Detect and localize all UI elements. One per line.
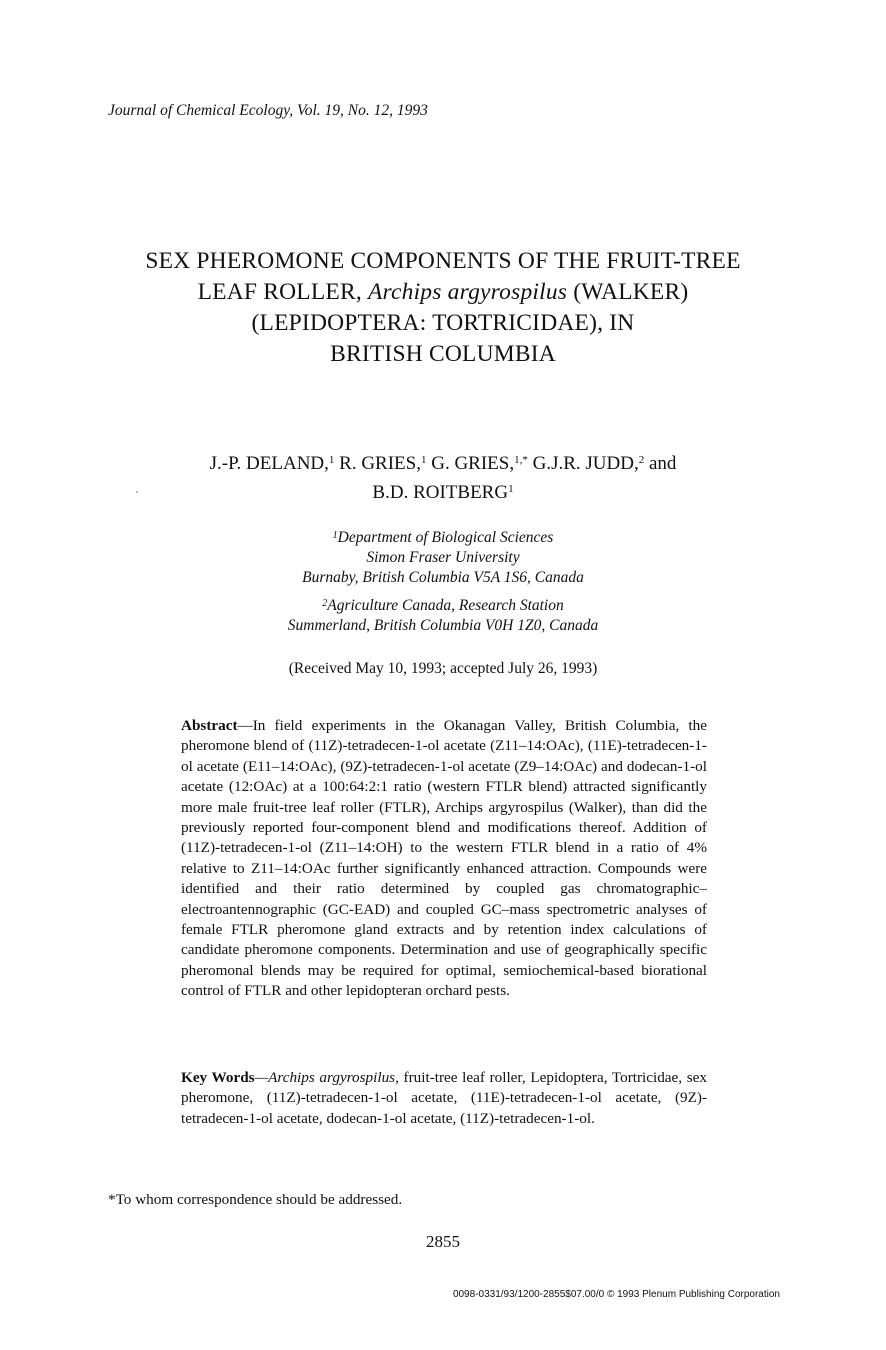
affiliation-2 — [100, 596, 786, 636]
title-species: Archips argyrospilus — [367, 279, 568, 305]
title-line-2 — [80, 277, 806, 308]
title-line-3: (LEPIDOPTERA: TORTRICIDAE), IN — [251, 310, 635, 336]
author-list — [60, 449, 826, 507]
title-text: (WALKER) — [567, 279, 689, 305]
author-conjunction: and — [644, 453, 677, 474]
correspondence-footnote: *To whom correspondence should be addressed. — [108, 1191, 403, 1208]
author-affiliation-mark: 1 — [420, 454, 427, 466]
abstract-text: —In field experiments in the Okanagan Valley, British Columbia, the pheromone blend of (11Z)-tetradecen-1-ol acetate (Z11–14:OAc), (11E)-tetradecen-1-ol acetate (E11–14:OAc), (9Z)-tetradecen-1-ol acetate (Z9–14:OAc) and dodecan-1-ol acetate (12:OAc) at a 100:64:2:1 ratio (western FTLR blend) attracted significantly more male fruit-tree leaf roller (FTLR), Archips argyrospilus (Walker), than did the previously reported four-component blend and modifications thereof. Addition of (11Z)-tetradecen-1-ol (Z11–14:OH) to the western FTLR blend in a ratio of 4% relative to Z11–14:OAc further significantly enhanced attraction. Compounds were identified and their ratio determined by coupled gas chromatographic–electroantennographic (GC-EAD) and coupled GC–mass spectrometric analyses of female FTLR pheromone gland extracts and by retention index calculations of candidate pheromone components. Determination and use of geographically specific pheromonal blends may be required for optimal, semiochemical-based biorational control of FTLR and other lepidopteran orchard pests. — [181, 717, 707, 1000]
author-affiliation-mark: 1 — [508, 483, 514, 495]
affiliation-line: Summerland, British Columbia V0H 1Z0, Canada — [287, 617, 599, 634]
key-words — [181, 1068, 707, 1129]
key-words-label: Key Words — [181, 1069, 255, 1086]
author-name: G.J.R. JUDD, — [527, 453, 639, 474]
affiliation-text: Agriculture Canada, Research Station — [327, 597, 564, 614]
author-affiliation-mark: 1 — [328, 454, 335, 466]
affiliation-line — [100, 596, 786, 616]
article-title — [80, 246, 806, 370]
affiliation-mark: 2 — [322, 598, 328, 609]
title-line-1: SEX PHEROMONE COMPONENTS OF THE FRUIT-TREE — [145, 248, 741, 274]
author-name: G. GRIES, — [426, 453, 515, 474]
affiliation-line — [100, 528, 786, 548]
journal-citation: Journal of Chemical Ecology, Vol. 19, No. 12, 1993 — [108, 102, 428, 119]
title-line-4: BRITISH COLUMBIA — [330, 341, 556, 367]
author-name: J.-P. DELAND, — [209, 453, 329, 474]
author-line-2 — [60, 478, 826, 507]
scan-speck — [136, 491, 138, 493]
author-name: B.D. ROITBERG — [372, 482, 509, 503]
copyright-line: 0098-0331/93/1200-2855$07.00/0 © 1993 Plenum Publishing Corporation — [452, 1289, 780, 1300]
key-words-species: —Archips argyrospilus — [254, 1069, 396, 1086]
title-text: LEAF ROLLER, — [197, 279, 368, 305]
affiliation-1 — [100, 528, 786, 588]
author-affiliation-mark: 2 — [638, 454, 645, 466]
abstract-label: Abstract — [181, 717, 238, 734]
page-number: 2855 — [426, 1232, 460, 1251]
received-dates: (Received May 10, 1993; accepted July 26, 1993) — [288, 660, 598, 677]
author-affiliation-mark: 1,* — [514, 454, 528, 466]
affiliation-mark: 1 — [332, 530, 338, 541]
author-line-1 — [60, 449, 826, 478]
abstract — [181, 716, 707, 1002]
author-name: R. GRIES, — [334, 453, 421, 474]
affiliation-line: Burnaby, British Columbia V5A 1S6, Canada — [302, 569, 584, 586]
affiliation-line: Simon Fraser University — [366, 549, 520, 566]
key-words-text: , fruit-tree leaf roller, Lepidoptera, Tortricidae, sex pheromone, (11Z)-tetradecen-1-ol acetate, (11E)-tetradecen-1-ol acetate, (9Z)-tetradecen-1-ol acetate, dodecan-1-ol acetate, (11Z)-tetradecen-1-ol. — [181, 1069, 707, 1127]
affiliation-text: Department of Biological Sciences — [337, 529, 554, 546]
